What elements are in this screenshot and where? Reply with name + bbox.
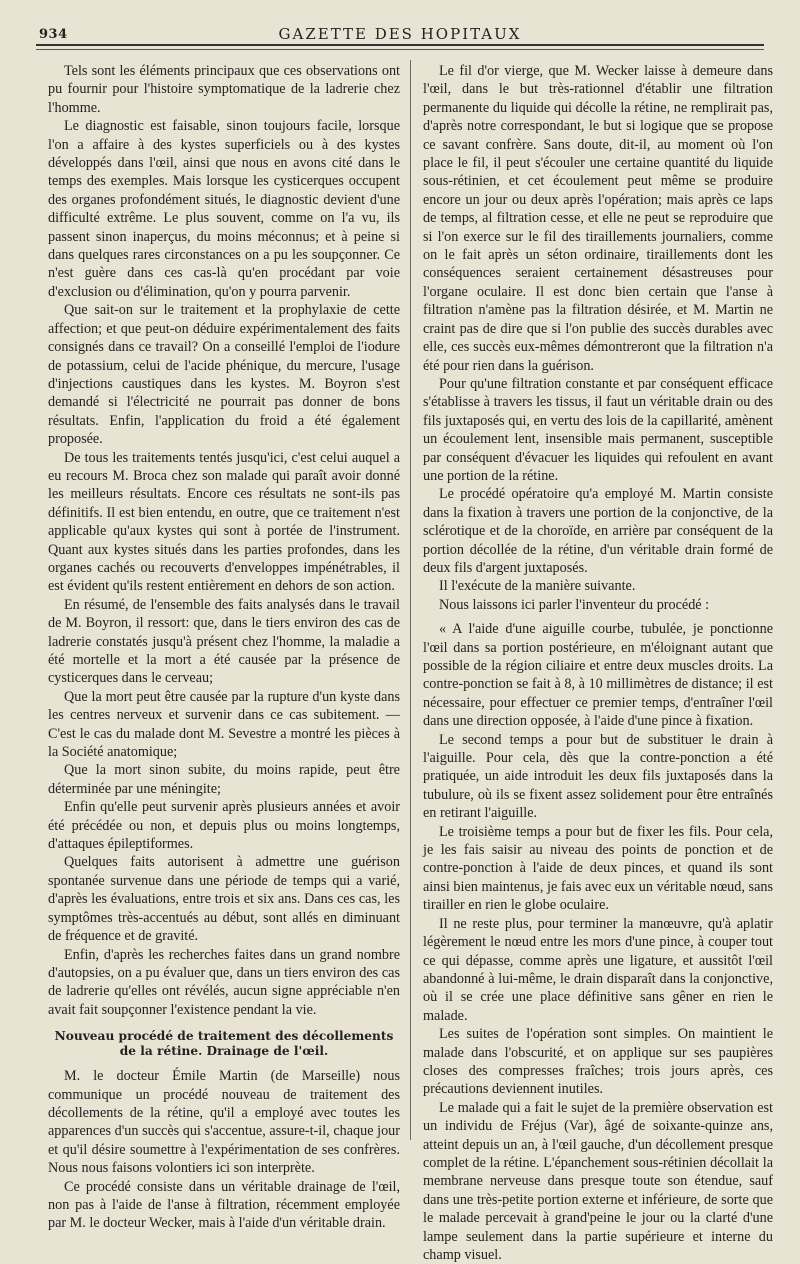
section-heading (48, 1029, 400, 1059)
paragraph: De tous les traitements tentés jusqu'ici, c'est celui auquel a eu recours M. Broca chez son malade qui paraît avoir donné les meilleurs résultats. Encore ces résultats ne sont-ils pas définitifs. Il est bien entendu, en outre, que ce traitement n'est applicable qu'aux kystes qui sont à portée de l'instrument. Quant aux kystes situés dans les parties profondes, dans les organes cachés ou recouverts d'enveloppes impénétrables, il est évident qu'ils restent entièrement en dehors de son action. (48, 449, 400, 595)
paragraph: Il ne reste plus, pour terminer la manœuvre, qu'à aplatir légèrement le nœud entre les mors d'une pince, à couper tout ce qui dépasse, comme après une ligature, et aussitôt l'œil abandonné à lui-même, le drain disparaît dans la conjonctive, où il se crée une place définitive sans gêner en rien le malade. (423, 915, 773, 1024)
section-heading-line: Nouveau procédé de traitement des décollements (54, 1029, 394, 1044)
header-rule-thin (36, 49, 764, 50)
paragraph: Enfin qu'elle peut survenir après plusieurs années et avoir été précédée ou non, et depuis plus ou moins longtemps, d'attaques épileptiformes. (48, 799, 400, 853)
paragraph: Le second temps a pour but de substituer le drain à l'aiguille. Pour cela, dès que la contre-ponction a été pratiquée, un aide introduit les deux fils juxtaposés dans la tubulure, où ils se fixent assez solidement pour être entraînés en retirant l'aiguille. (423, 731, 773, 822)
paragraph: Enfin, d'après les recherches faites dans un grand nombre d'autopsies, on a pu évaluer que, dans un tiers environ des cas de ladrerie qu'elles ont révélés, aucun signe appréciable n'en avait fait soupçonner l'existence pendant la vie. (48, 946, 400, 1018)
paragraph: M. le docteur Émile Martin (de Marseille) nous communique un procédé nouveau de traitement des décollements de la rétine, qu'il a employé avec toutes les apparences d'un succès qui s'accentue, assure-t-il, chaque jour et qu'il désire soumettre à l'expérimentation de ses confrères. Nous nous faisons volontiers ici son interprète. (48, 1068, 400, 1177)
paragraph: « A l'aide d'une aiguille courbe, tubulée, je ponctionne l'œil dans sa portion postérieure, en m'éloignant autant que possible de la région ciliaire et entre deux muscles droits. La contre-ponction se fait à 8, à 10 millimètres de distance; il est nécessaire, pour effectuer ce premier temps, d'entraîner l'œil dans une direction opposée, à l'aide d'une pince à fixation. (423, 621, 773, 730)
running-head-title: GAZETTE DES HOPITAUX (278, 25, 522, 43)
paragraph: Le malade qui a fait le sujet de la première observation est un individu de Fréjus (Var), âgé de soixante-quinze ans, atteint depuis un an, à l'œil gauche, d'un décollement presque complet de la rétine. L'épanchement sous-rétinien décollait la membrane nerveuse dans presque toute son étendue, sauf dans une très-petite portion externe et inférieure, de sorte que le malade percevait à grand'peine le jour ou la clarté d'une lampe seulement dans la partie supérieure et interne du champ visuel. (423, 1099, 773, 1263)
paragraph: Pour qu'une filtration constante et par conséquent efficace s'établisse à travers les tissus, il faut un véritable drain ou des fils juxtaposés qui, en vertu des lois de la capillarité, amènent un écoulement lent, insensible mais permanent, susceptible par conséquent d'évacuer les liquides qui refoulent en avant une portion de la rétine. (423, 375, 773, 484)
paragraph: Que sait-on sur le traitement et la prophylaxie de cette affection; et que peut-on déduire expérimentalement des faits consignés dans ce travail? On a conseillé l'emploi de l'iodure de potassium, celui de l'acide phénique, du mercure, l'usage d'injections caustiques dans les kystes. M. Boyron s'est demandé si l'électricité ne pourrait pas donner de bons résultats. Enfin, l'application du froid a été également proposée. (48, 302, 400, 448)
paragraph: Que la mort peut être causée par la rupture d'un kyste dans les centres nerveux et survenir dans ce cas subitement. — C'est le cas du malade dont M. Sevestre a montré les pièces à la Société anatomique; (48, 688, 400, 761)
section-heading-line: de la rétine. Drainage de l'œil. (119, 1044, 329, 1059)
header-rule-thick (36, 44, 764, 46)
paragraph: En résumé, de l'ensemble des faits analysés dans le travail de M. Boyron, il ressort: que, dans le tiers environ des cas de ladrerie constatés jusqu'à présent chez l'homme, la maladie a été mortelle et la mort a été causée par la présence de cysticerques dans le cerveau; (48, 596, 400, 687)
right-column (423, 62, 773, 1263)
paragraph: Quelques faits autorisent à admettre une guérison spontanée survenue dans une période de temps qui a varié, d'après les évaluations, entre trois et six ans. Dans ces cas, les symptômes très-accentués au début, sont allés en diminuant de fréquence et de gravité. (48, 854, 400, 945)
paragraph: Ce procédé consiste dans un véritable drainage de l'œil, non pas à l'aide de l'anse à filtration, récemment employée par M. le docteur Wecker, mais à l'aide d'un véritable drain. (48, 1178, 400, 1232)
paragraph: Le diagnostic est faisable, sinon toujours facile, lorsque l'on a affaire à des kystes superficiels ou à des kystes développés dans l'œil, ainsi que nous en avons cité dans le temps des exemples. Mais lorsque les cysticerques occupent des organes profondément situés, le diagnostic devient d'une difficulté extrême. Le plus souvent, comme on l'a vu, ils passent sinon inaperçus, du moins méconnus; et à peine si dans quelques rares circonstances on a pu les soupçonner. Ce n'est guère dans ces cas-là qu'en procédant par voie d'exclusion ou d'élimination, qu'on y pourra parvenir. (48, 118, 400, 300)
column-divider (410, 60, 411, 1140)
paragraph: Le troisième temps a pour but de fixer les fils. Pour cela, je les fais saisir au niveau des points de ponction et de contre-ponction à l'aide de deux pinces, et quand ils sont ainsi bien maintenus, je fais avec eux un véritable nœud, sans tirailler en rien le globe oculaire. (423, 823, 773, 914)
paragraph: Nous laissons ici parler l'inventeur du procédé : (439, 596, 710, 613)
page-number: 934 (39, 27, 68, 42)
left-column (48, 62, 400, 1232)
paragraph: Les suites de l'opération sont simples. On maintient le malade dans l'obscurité, et on applique sur ses paupières closes des compresses fraîches; trois jours après, ces précautions deviennent inutiles. (423, 1026, 773, 1098)
paragraph: Il l'exécute de la manière suivante. (439, 578, 636, 595)
paragraph: Le procédé opératoire qu'a employé M. Martin consiste dans la fixation à travers une portion de la conjonctive, de la sclérotique et de la choroïde, en arrière par conséquent de la portion décollée de la rétine, d'un véritable drain formé de deux fils d'argent juxtaposés. (423, 486, 773, 576)
paragraph: Que la mort sinon subite, du moins rapide, peut être déterminée par une méningite; (48, 762, 400, 797)
paragraph: Tels sont les éléments principaux que ces observations ont pu fournir pour l'histoire symptomatique de la ladrerie chez l'homme. (48, 63, 400, 116)
paragraph: Le fil d'or vierge, que M. Wecker laisse à demeure dans l'œil, dans le but très-rationnel d'établir une filtration permanente du liquide qui décolle la rétine, ne remplirait pas, d'après notre correspondant, le but si logique que se propose ce savant confrère. Sans doute, dit-il, au moment où l'on place le fil, il peut s'écouler une certaine quantité du liquide sous-rétinien, et cet écoulement peut même se produire encore un jour ou deux après l'opération; mais après ce laps de temps, al filtration cesse, et elle ne peut se reproduire que si l'on exerce sur le fil des tiraillements journaliers, comme on le fait après un séton ordinaire, tiraillements dont les conséquences seraient certainement désastreuses pour l'organe oculaire. Il est donc bien certain que l'anse à filtration n'amène pas la filtration désirée, et M. Martin ne craint pas de dire que si l'on publie des succès durables avec elle, ces succès eux-mêmes démontreront que la filtration n'a été pour rien dans la guérison. (423, 63, 773, 374)
